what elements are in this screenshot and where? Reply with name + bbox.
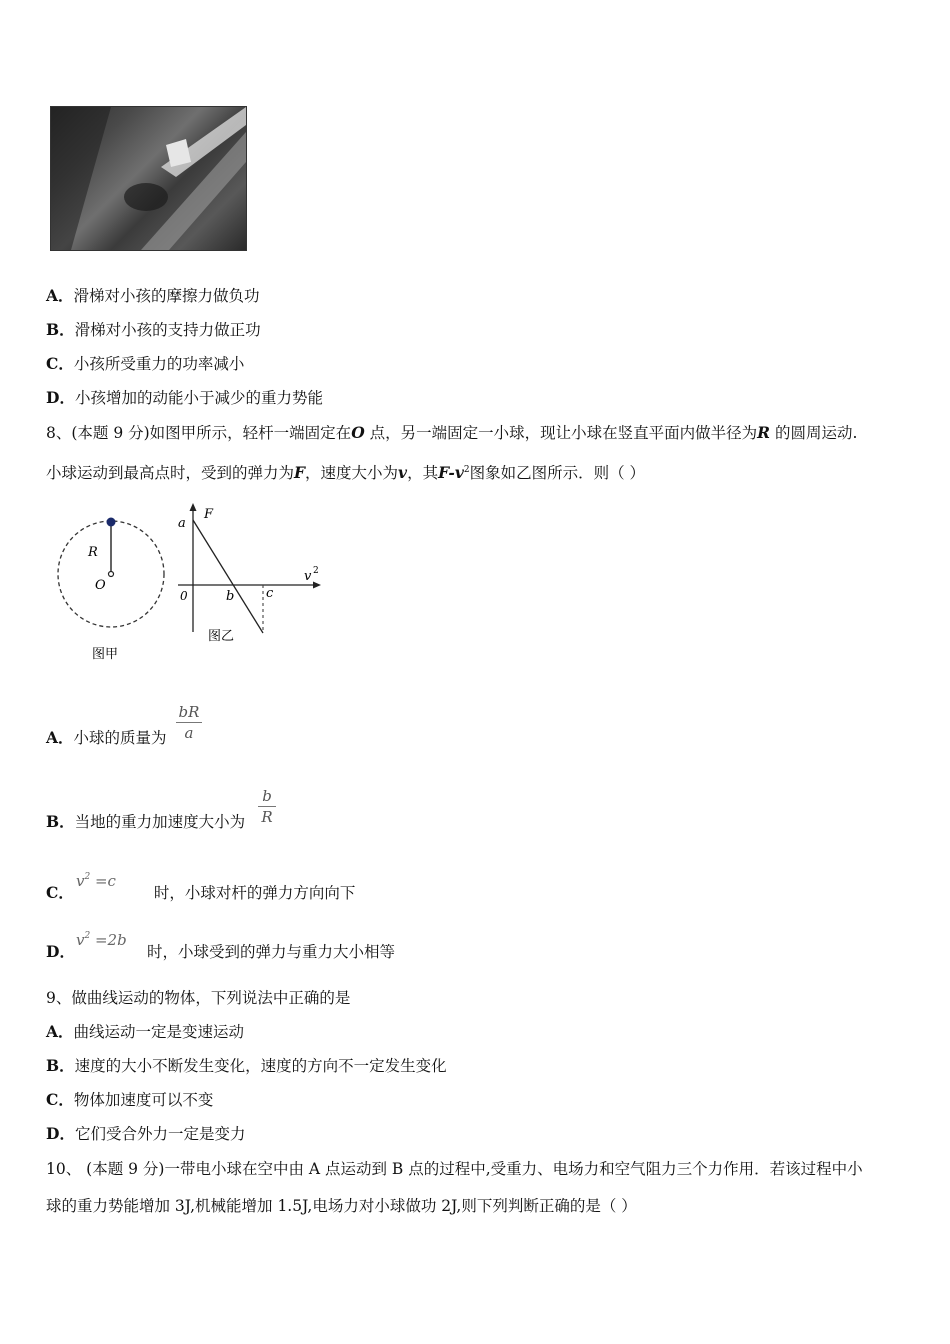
fig-yi-label-c: c (266, 586, 274, 601)
q8-figures (50, 500, 340, 670)
fig-yi-label-F: F (204, 507, 214, 522)
q7-option-a: A．滑梯对小孩的摩擦力做负功 (46, 286, 260, 305)
q10-stem-line2: 球的重力势能增加 3J,机械能增加 1.5J,电场力对小球做功 2J,则下列判断正确的是（ ） (46, 1197, 637, 1215)
q8-stem-line2: 小球运动到最高点时，受到的弹力为F，速度大小为v，其$F-v^2$图象如乙图所示．则（ ） (46, 463, 645, 483)
fig-jia-label-O: O (95, 578, 106, 593)
slide-photo-drawing (51, 107, 246, 250)
q9-option-b: B．速度的大小不断发生变化，速度的方向不一定发生变化 (46, 1056, 447, 1075)
fig-jia-ball (107, 518, 116, 527)
fig-yi-graph-line (193, 520, 263, 633)
fig-yi-label-0: 0 (180, 589, 188, 603)
q8-option-a-fraction: bR a (176, 703, 202, 742)
fig-yi-label-b: b (226, 589, 235, 604)
q8-option-d: D． 时，小球受到的弹力与重力大小相等 (46, 942, 395, 961)
q9-option-d: D．它们受合外力一定是变力 (46, 1124, 246, 1143)
fig-jia-caption: 图甲 (92, 647, 119, 662)
fig-jia-pivot (109, 572, 114, 577)
fig-yi-x-arrow (313, 582, 321, 589)
fig-yi-label-a: a (178, 516, 186, 531)
q9-option-a: A．曲线运动一定是变速运动 (46, 1022, 245, 1041)
fig-jia-label-R: R (88, 545, 98, 560)
q7-option-c: C．小孩所受重力的功率减小 (46, 354, 245, 373)
q8-option-c-formula: $v^2 =c$ (76, 872, 116, 890)
q9-stem: 9、做曲线运动的物体，下列说法中正确的是 (46, 989, 351, 1007)
fig-yi-label-v: v (304, 569, 312, 584)
q7-option-b: B．滑梯对小孩的支持力做正功 (46, 320, 261, 339)
q8-stem-line1: 8、(本题 9 分)如图甲所示，轻杆一端固定在O 点，另一端固定一小球，现让小球在竖直平面内做半径为R 的圆周运动. (46, 423, 858, 442)
fig-yi-label-v-sup: 2 (313, 566, 319, 576)
q8-option-b-fraction: b R (258, 787, 276, 826)
q9-option-c: C．物体加速度可以不变 (46, 1090, 214, 1109)
q8-option-a: A．小球的质量为 (46, 728, 167, 747)
q8-option-c: C． 时，小球对杆的弹力方向向下 (46, 883, 356, 902)
q8-option-b: B．当地的重力加速度大小为 (46, 812, 246, 831)
slide-photo (50, 106, 247, 251)
fig-yi-y-arrow (190, 503, 197, 511)
q8-option-d-formula: $v^2 =2b$ (76, 931, 127, 949)
q10-stem-line1: 10、 (本题 9 分)一带电小球在空中由 A 点运动到 B 点的过程中,受重力、电场力和空气阻力三个力作用．若该过程中小 (46, 1160, 863, 1178)
fig-yi-caption: 图乙 (208, 629, 235, 644)
q7-option-d: D．小孩增加的动能小于减少的重力势能 (46, 388, 323, 407)
